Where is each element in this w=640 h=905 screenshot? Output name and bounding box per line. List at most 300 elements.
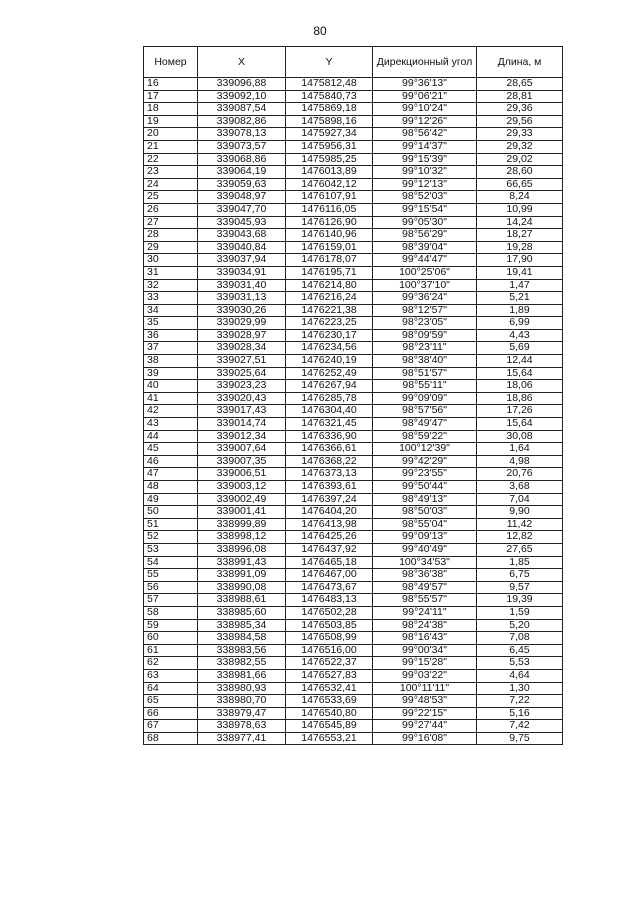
cell-number: 42 [144, 405, 198, 418]
cell-number: 39 [144, 367, 198, 380]
cell-number: 55 [144, 569, 198, 582]
cell-y: 1476502,28 [286, 606, 373, 619]
table-row [144, 720, 563, 733]
cell-length: 1,59 [477, 606, 563, 619]
table-row [144, 707, 563, 720]
table-row [144, 506, 563, 519]
cell-number: 53 [144, 543, 198, 556]
table-row [144, 430, 563, 443]
cell-number: 29 [144, 241, 198, 254]
cell-length: 29,33 [477, 128, 563, 141]
cell-direction-angle: 98°52'03" [373, 191, 477, 204]
cell-direction-angle: 98°24'38" [373, 619, 477, 632]
cell-x: 338980,70 [198, 695, 286, 708]
cell-number: 57 [144, 594, 198, 607]
cell-direction-angle: 99°15'39" [373, 153, 477, 166]
table-row [144, 279, 563, 292]
table-row [144, 644, 563, 657]
cell-length: 5,20 [477, 619, 563, 632]
cell-x: 339025,64 [198, 367, 286, 380]
cell-number: 23 [144, 166, 198, 179]
cell-x: 339043,68 [198, 229, 286, 242]
cell-number: 66 [144, 707, 198, 720]
cell-x: 338983,56 [198, 644, 286, 657]
cell-direction-angle: 98°50'03" [373, 506, 477, 519]
table-row [144, 392, 563, 405]
cell-direction-angle: 98°09'59" [373, 329, 477, 342]
table-row [144, 153, 563, 166]
cell-x: 339012,34 [198, 430, 286, 443]
cell-direction-angle: 99°09'09" [373, 392, 477, 405]
cell-y: 1476397,24 [286, 493, 373, 506]
cell-direction-angle: 98°55'04" [373, 518, 477, 531]
header-length: Длина, м [477, 47, 563, 78]
header-number: Номер [144, 47, 198, 78]
table-row [144, 632, 563, 645]
cell-direction-angle: 99°44'47" [373, 254, 477, 267]
cell-y: 1476373,13 [286, 468, 373, 481]
cell-x: 339034,91 [198, 266, 286, 279]
table-row [144, 115, 563, 128]
table-row [144, 493, 563, 506]
cell-number: 28 [144, 229, 198, 242]
table-header-row [144, 47, 563, 78]
cell-x: 338977,41 [198, 732, 286, 745]
cell-direction-angle: 99°50'44" [373, 481, 477, 494]
table-row [144, 380, 563, 393]
cell-x: 339030,26 [198, 304, 286, 317]
cell-y: 1476368,22 [286, 455, 373, 468]
cell-y: 1476221,38 [286, 304, 373, 317]
cell-y: 1475956,31 [286, 140, 373, 153]
table-row [144, 695, 563, 708]
cell-direction-angle: 98°56'29" [373, 229, 477, 242]
cell-number: 60 [144, 632, 198, 645]
cell-length: 4,98 [477, 455, 563, 468]
cell-number: 30 [144, 254, 198, 267]
cell-direction-angle: 99°15'28" [373, 657, 477, 670]
table-row [144, 443, 563, 456]
cell-x: 338978,63 [198, 720, 286, 733]
cell-direction-angle: 99°12'13" [373, 178, 477, 191]
cell-direction-angle: 98°38'40" [373, 355, 477, 368]
table-row [144, 140, 563, 153]
cell-length: 1,47 [477, 279, 563, 292]
cell-number: 68 [144, 732, 198, 745]
cell-length: 7,08 [477, 632, 563, 645]
cell-x: 338985,34 [198, 619, 286, 632]
cell-x: 339028,34 [198, 342, 286, 355]
cell-y: 1476404,20 [286, 506, 373, 519]
cell-length: 1,64 [477, 443, 563, 456]
cell-direction-angle: 99°09'13" [373, 531, 477, 544]
cell-number: 18 [144, 103, 198, 116]
cell-length: 29,02 [477, 153, 563, 166]
cell-y: 1476473,67 [286, 581, 373, 594]
cell-x: 339045,93 [198, 216, 286, 229]
table-row [144, 418, 563, 431]
cell-x: 339006,51 [198, 468, 286, 481]
table-row [144, 657, 563, 670]
cell-length: 5,69 [477, 342, 563, 355]
cell-y: 1476553,21 [286, 732, 373, 745]
header-direction-angle: Дирекционный угол [373, 47, 477, 78]
cell-x: 338999,89 [198, 518, 286, 531]
cell-direction-angle: 99°03'22" [373, 669, 477, 682]
cell-number: 24 [144, 178, 198, 191]
table-row [144, 128, 563, 141]
table-row [144, 481, 563, 494]
table-row [144, 241, 563, 254]
table-row [144, 254, 563, 267]
cell-length: 18,27 [477, 229, 563, 242]
cell-x: 339064,19 [198, 166, 286, 179]
cell-direction-angle: 99°00'34" [373, 644, 477, 657]
cell-length: 28,65 [477, 78, 563, 91]
table-row [144, 556, 563, 569]
cell-x: 339040,84 [198, 241, 286, 254]
cell-length: 28,81 [477, 90, 563, 103]
cell-x: 339020,43 [198, 392, 286, 405]
cell-length: 29,32 [477, 140, 563, 153]
cell-direction-angle: 98°49'47" [373, 418, 477, 431]
cell-x: 339003,12 [198, 481, 286, 494]
cell-y: 1476240,19 [286, 355, 373, 368]
table-row [144, 266, 563, 279]
cell-y: 1476425,26 [286, 531, 373, 544]
cell-length: 6,45 [477, 644, 563, 657]
cell-x: 339002,49 [198, 493, 286, 506]
cell-number: 36 [144, 329, 198, 342]
cell-direction-angle: 99°27'44" [373, 720, 477, 733]
cell-x: 338984,58 [198, 632, 286, 645]
cell-x: 339068,86 [198, 153, 286, 166]
cell-length: 66,65 [477, 178, 563, 191]
table-row [144, 355, 563, 368]
cell-direction-angle: 98°39'04" [373, 241, 477, 254]
table-row [144, 317, 563, 330]
cell-length: 11,42 [477, 518, 563, 531]
cell-direction-angle: 98°59'22" [373, 430, 477, 443]
cell-length: 5,21 [477, 292, 563, 305]
table-row [144, 581, 563, 594]
cell-number: 27 [144, 216, 198, 229]
cell-x: 338980,93 [198, 682, 286, 695]
cell-y: 1476516,00 [286, 644, 373, 657]
cell-x: 339007,35 [198, 455, 286, 468]
cell-length: 5,53 [477, 657, 563, 670]
cell-number: 17 [144, 90, 198, 103]
cell-length: 9,75 [477, 732, 563, 745]
table-row [144, 166, 563, 179]
table-row [144, 405, 563, 418]
cell-x: 338979,47 [198, 707, 286, 720]
cell-length: 27,65 [477, 543, 563, 556]
cell-length: 29,36 [477, 103, 563, 116]
table-row [144, 468, 563, 481]
cell-direction-angle: 99°48'53" [373, 695, 477, 708]
cell-direction-angle: 99°36'13" [373, 78, 477, 91]
cell-y: 1476042,12 [286, 178, 373, 191]
cell-direction-angle: 98°51'57" [373, 367, 477, 380]
header-x: X [198, 47, 286, 78]
cell-y: 1476195,71 [286, 266, 373, 279]
cell-number: 20 [144, 128, 198, 141]
cell-length: 5,16 [477, 707, 563, 720]
table-row [144, 216, 563, 229]
cell-length: 12,44 [477, 355, 563, 368]
table-row [144, 329, 563, 342]
cell-x: 338982,55 [198, 657, 286, 670]
cell-number: 43 [144, 418, 198, 431]
cell-y: 1476013,89 [286, 166, 373, 179]
table-row [144, 669, 563, 682]
cell-y: 1476503,85 [286, 619, 373, 632]
cell-y: 1476545,89 [286, 720, 373, 733]
cell-number: 51 [144, 518, 198, 531]
cell-number: 49 [144, 493, 198, 506]
cell-length: 4,64 [477, 669, 563, 682]
cell-direction-angle: 99°06'21" [373, 90, 477, 103]
cell-y: 1475840,73 [286, 90, 373, 103]
cell-number: 37 [144, 342, 198, 355]
cell-direction-angle: 98°56'42" [373, 128, 477, 141]
cell-number: 16 [144, 78, 198, 91]
cell-y: 1476532,41 [286, 682, 373, 695]
cell-length: 10,99 [477, 203, 563, 216]
table-body [144, 78, 563, 745]
cell-y: 1476230,17 [286, 329, 373, 342]
cell-y: 1476483,13 [286, 594, 373, 607]
cell-direction-angle: 99°14'37" [373, 140, 477, 153]
cell-direction-angle: 99°40'49" [373, 543, 477, 556]
cell-number: 22 [144, 153, 198, 166]
cell-y: 1475812,48 [286, 78, 373, 91]
cell-y: 1476533,69 [286, 695, 373, 708]
cell-length: 1,89 [477, 304, 563, 317]
cell-x: 338981,66 [198, 669, 286, 682]
cell-x: 338988,61 [198, 594, 286, 607]
cell-length: 7,22 [477, 695, 563, 708]
cell-direction-angle: 100°11'11" [373, 682, 477, 695]
cell-number: 61 [144, 644, 198, 657]
cell-number: 21 [144, 140, 198, 153]
cell-number: 31 [144, 266, 198, 279]
cell-length: 18,86 [477, 392, 563, 405]
cell-length: 28,60 [477, 166, 563, 179]
table-row [144, 455, 563, 468]
cell-direction-angle: 99°15'54" [373, 203, 477, 216]
cell-direction-angle: 98°36'38" [373, 569, 477, 582]
cell-number: 19 [144, 115, 198, 128]
cell-length: 20,76 [477, 468, 563, 481]
cell-y: 1476178,07 [286, 254, 373, 267]
cell-y: 1476304,40 [286, 405, 373, 418]
cell-y: 1475927,34 [286, 128, 373, 141]
cell-number: 65 [144, 695, 198, 708]
cell-number: 52 [144, 531, 198, 544]
cell-x: 339027,51 [198, 355, 286, 368]
cell-number: 25 [144, 191, 198, 204]
cell-x: 338985,60 [198, 606, 286, 619]
cell-length: 17,26 [477, 405, 563, 418]
cell-y: 1476214,80 [286, 279, 373, 292]
cell-y: 1476336,90 [286, 430, 373, 443]
cell-y: 1476467,00 [286, 569, 373, 582]
cell-length: 8,24 [477, 191, 563, 204]
cell-x: 339078,13 [198, 128, 286, 141]
cell-direction-angle: 98°12'57" [373, 304, 477, 317]
cell-number: 64 [144, 682, 198, 695]
cell-length: 6,99 [477, 317, 563, 330]
cell-number: 26 [144, 203, 198, 216]
cell-x: 339014,74 [198, 418, 286, 431]
table-row [144, 367, 563, 380]
cell-x: 339092,10 [198, 90, 286, 103]
cell-length: 19,28 [477, 241, 563, 254]
cell-length: 14,24 [477, 216, 563, 229]
cell-y: 1476393,61 [286, 481, 373, 494]
cell-number: 32 [144, 279, 198, 292]
cell-length: 19,41 [477, 266, 563, 279]
cell-length: 1,30 [477, 682, 563, 695]
cell-x: 339047,70 [198, 203, 286, 216]
table-row [144, 569, 563, 582]
table-row [144, 594, 563, 607]
cell-length: 6,75 [477, 569, 563, 582]
cell-direction-angle: 98°23'11" [373, 342, 477, 355]
cell-y: 1476116,05 [286, 203, 373, 216]
cell-length: 18,06 [477, 380, 563, 393]
cell-y: 1476267,94 [286, 380, 373, 393]
cell-number: 34 [144, 304, 198, 317]
cell-direction-angle: 99°10'32" [373, 166, 477, 179]
table-row [144, 203, 563, 216]
cell-number: 44 [144, 430, 198, 443]
cell-y: 1476234,56 [286, 342, 373, 355]
table-row [144, 531, 563, 544]
cell-length: 15,64 [477, 367, 563, 380]
cell-x: 339059,63 [198, 178, 286, 191]
cell-direction-angle: 100°37'10" [373, 279, 477, 292]
cell-direction-angle: 98°23'05" [373, 317, 477, 330]
cell-x: 339023,23 [198, 380, 286, 393]
page-number: 80 [313, 24, 327, 38]
cell-number: 62 [144, 657, 198, 670]
cell-y: 1476437,92 [286, 543, 373, 556]
cell-length: 17,90 [477, 254, 563, 267]
cell-x: 339096,88 [198, 78, 286, 91]
cell-direction-angle: 98°49'57" [373, 581, 477, 594]
cell-direction-angle: 99°24'11" [373, 606, 477, 619]
cell-y: 1476508,99 [286, 632, 373, 645]
cell-number: 63 [144, 669, 198, 682]
cell-y: 1475869,18 [286, 103, 373, 116]
cell-length: 12,82 [477, 531, 563, 544]
cell-direction-angle: 99°42'29" [373, 455, 477, 468]
cell-length: 19,39 [477, 594, 563, 607]
cell-number: 33 [144, 292, 198, 305]
cell-number: 48 [144, 481, 198, 494]
cell-length: 29,56 [477, 115, 563, 128]
cell-length: 30,08 [477, 430, 563, 443]
cell-y: 1476285,78 [286, 392, 373, 405]
cell-direction-angle: 98°55'11" [373, 380, 477, 393]
cell-length: 7,04 [477, 493, 563, 506]
cell-number: 58 [144, 606, 198, 619]
cell-direction-angle: 100°25'06" [373, 266, 477, 279]
cell-x: 339017,43 [198, 405, 286, 418]
header-y: Y [286, 47, 373, 78]
cell-x: 339073,57 [198, 140, 286, 153]
cell-number: 46 [144, 455, 198, 468]
cell-length: 4,43 [477, 329, 563, 342]
cell-length: 1,85 [477, 556, 563, 569]
cell-y: 1476413,98 [286, 518, 373, 531]
cell-number: 54 [144, 556, 198, 569]
cell-x: 338996,08 [198, 543, 286, 556]
cell-length: 15,64 [477, 418, 563, 431]
cell-direction-angle: 99°22'15" [373, 707, 477, 720]
cell-y: 1476540,80 [286, 707, 373, 720]
cell-x: 339037,94 [198, 254, 286, 267]
cell-x: 338991,09 [198, 569, 286, 582]
cell-x: 339028,97 [198, 329, 286, 342]
table-row [144, 178, 563, 191]
cell-direction-angle: 99°10'24" [373, 103, 477, 116]
cell-y: 1476140,96 [286, 229, 373, 242]
cell-x: 339001,41 [198, 506, 286, 519]
table-row [144, 229, 563, 242]
cell-y: 1476107,91 [286, 191, 373, 204]
cell-x: 339082,86 [198, 115, 286, 128]
cell-y: 1476216,24 [286, 292, 373, 305]
cell-y: 1476223,25 [286, 317, 373, 330]
cell-y: 1476527,83 [286, 669, 373, 682]
coordinates-table [143, 46, 563, 745]
cell-x: 339087,54 [198, 103, 286, 116]
cell-y: 1476159,01 [286, 241, 373, 254]
table-row [144, 732, 563, 745]
cell-direction-angle: 98°57'56" [373, 405, 477, 418]
cell-y: 1476522,37 [286, 657, 373, 670]
cell-x: 339007,64 [198, 443, 286, 456]
cell-x: 339031,13 [198, 292, 286, 305]
cell-x: 339048,97 [198, 191, 286, 204]
cell-length: 9,57 [477, 581, 563, 594]
cell-y: 1475898,16 [286, 115, 373, 128]
cell-number: 35 [144, 317, 198, 330]
table-row [144, 518, 563, 531]
table-row [144, 191, 563, 204]
cell-number: 56 [144, 581, 198, 594]
table-row [144, 103, 563, 116]
cell-direction-angle: 98°16'43" [373, 632, 477, 645]
table-row [144, 543, 563, 556]
cell-x: 339031,40 [198, 279, 286, 292]
table-row [144, 292, 563, 305]
cell-number: 45 [144, 443, 198, 456]
cell-number: 59 [144, 619, 198, 632]
table-row [144, 682, 563, 695]
cell-y: 1476126,90 [286, 216, 373, 229]
table-row [144, 304, 563, 317]
cell-length: 9,90 [477, 506, 563, 519]
cell-direction-angle: 100°12'39" [373, 443, 477, 456]
cell-y: 1476366,61 [286, 443, 373, 456]
cell-direction-angle: 99°12'26" [373, 115, 477, 128]
cell-number: 47 [144, 468, 198, 481]
